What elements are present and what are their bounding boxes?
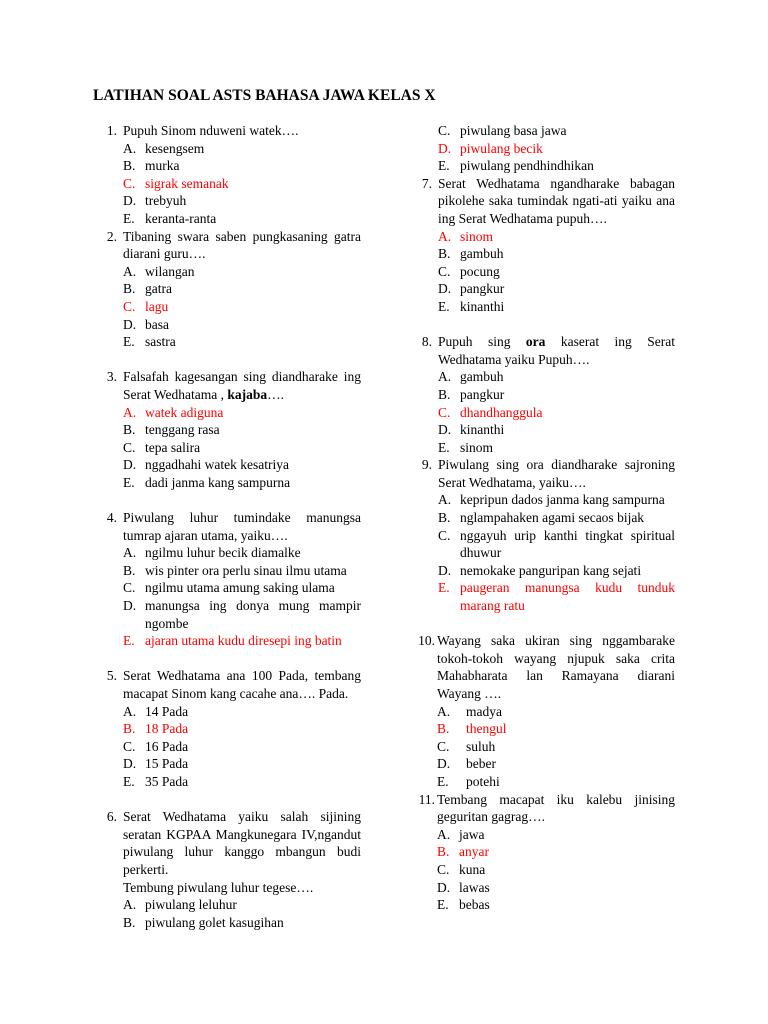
question-stem: Falsafah kagesangan sing diandharake ing Serat Wedhatama , kajaba…. — [123, 369, 361, 402]
option-text: trebyuh — [145, 193, 187, 209]
question-number: 10. — [418, 633, 435, 649]
option-text: piwulang golet kasugihan — [145, 914, 284, 930]
answer-option — [438, 368, 675, 386]
option-letter: A. — [437, 703, 451, 719]
option-letter: E. — [123, 474, 135, 490]
option-text: manungsa ing donya mung mampir ngombe — [145, 598, 361, 631]
option-text: kinanthi — [460, 298, 505, 314]
option-text: gambuh — [460, 246, 504, 262]
answer-option — [123, 773, 361, 791]
option-text: sinom — [460, 439, 494, 455]
answer-option — [438, 439, 675, 457]
option-letter: D. — [438, 281, 452, 297]
answer-option — [438, 527, 675, 562]
option-letter: C. — [123, 738, 136, 754]
option-letter: E. — [438, 439, 450, 455]
option-text: paugeran manungsa kudu tunduk marang ratu — [460, 580, 675, 614]
blank-line — [93, 491, 361, 509]
left-column — [93, 122, 361, 931]
option-letter: B. — [123, 422, 136, 438]
option-text: suluh — [466, 738, 496, 754]
answer-option — [123, 896, 361, 914]
question-stem: Tibaning swara saben pungkasaning gatra diarani guru…. — [123, 228, 361, 262]
option-letter: C. — [438, 404, 451, 420]
option-text: nggayuh urip kanthi tingkat spiritual dhuwur — [460, 527, 675, 561]
question-stem: Wayang saka ukiran sing nggambarake tokoh-tokoh wayang njupuk saka crita Mahabharata lan Ramayana diarani Wayang …. — [437, 633, 675, 701]
question-number: 4. — [106, 510, 117, 526]
answer-option — [123, 157, 361, 175]
option-letter: A. — [123, 703, 137, 719]
option-text: pocung — [460, 263, 500, 279]
answer-option — [123, 140, 361, 158]
option-letter: B. — [437, 844, 450, 860]
answer-option — [123, 421, 361, 439]
answer-option — [438, 157, 675, 175]
option-letter: A. — [437, 826, 451, 842]
blank-line — [408, 316, 675, 334]
answer-option — [438, 562, 675, 580]
option-letter: E. — [438, 298, 450, 314]
answer-option — [123, 597, 361, 632]
question-number: 7. — [421, 175, 432, 191]
answer-option — [123, 263, 361, 281]
option-text: lawas — [459, 879, 490, 895]
question-item — [408, 333, 675, 456]
answer-option — [437, 879, 675, 897]
answer-option-correct — [437, 843, 675, 861]
question-stem: Tembang macapat iku kalebu jinising geguritan gagrag…. — [437, 791, 675, 825]
answer-option — [438, 491, 675, 509]
option-text: piwulang becik — [460, 140, 543, 156]
question-stem: Serat Wedhatama ngandharake babagan pikolehe saka tumindak ngati-ati yaiku ana ing Serat Wedhatama pupuh…. — [438, 175, 675, 226]
option-text: kepripun dados janma kang sampurna — [460, 492, 665, 508]
option-text: 35 Pada — [145, 773, 189, 789]
question-item — [93, 122, 361, 228]
option-text: murka — [145, 158, 180, 174]
blank-line — [93, 351, 361, 369]
option-letter: D. — [438, 562, 452, 578]
answer-option — [437, 738, 675, 756]
option-text: jawa — [459, 826, 485, 842]
option-text: ngilmu utama amung saking ulama — [145, 580, 335, 596]
option-letter: D. — [123, 598, 137, 614]
answer-option — [123, 210, 361, 228]
answer-option — [437, 826, 675, 844]
question-stem: Pupuh sing ora kaserat ing Serat Wedhatama yaiku Pupuh…. — [438, 334, 675, 367]
option-text: gambuh — [460, 369, 504, 385]
option-text: gatra — [145, 281, 172, 297]
answer-option — [123, 914, 361, 932]
option-letter: D. — [123, 193, 137, 209]
option-text: ajaran utama kudu diresepi ing batin — [145, 633, 342, 649]
option-text: tenggang rasa — [145, 422, 220, 438]
answer-option-correct — [438, 140, 675, 158]
option-text: basa — [145, 316, 169, 332]
question-emphasis: ora — [525, 334, 546, 350]
answer-option-correct — [123, 298, 361, 316]
option-text: kuna — [459, 861, 486, 877]
option-letter: A. — [123, 404, 137, 420]
question-number: 2. — [106, 228, 117, 244]
answer-option — [438, 122, 675, 140]
answer-option — [123, 755, 361, 773]
option-letter: B. — [123, 721, 136, 737]
option-text: sigrak semanak — [145, 175, 229, 191]
answer-option — [438, 280, 675, 298]
blank-line — [93, 650, 361, 668]
answer-option — [123, 280, 361, 298]
option-text: bebas — [459, 897, 490, 913]
option-letter: B. — [437, 721, 450, 737]
option-text: keranta-ranta — [145, 210, 217, 226]
answer-option — [123, 474, 361, 492]
option-text: beber — [466, 756, 496, 772]
answer-option — [123, 579, 361, 597]
option-letter: C. — [123, 439, 136, 455]
option-text: wilangan — [145, 263, 195, 279]
option-letter: E. — [437, 897, 449, 913]
option-text: pangkur — [460, 386, 505, 402]
question-stem: Serat Wedhatama ana 100 Pada, tembang macapat Sinom kang cacahe ana…. Pada. — [123, 668, 361, 701]
option-text: kesengsem — [145, 140, 205, 156]
option-letter: C. — [437, 738, 450, 754]
option-text: pangkur — [460, 281, 505, 297]
answer-option — [438, 263, 675, 281]
question-item — [408, 175, 675, 316]
option-letter: E. — [123, 773, 135, 789]
option-letter: B. — [438, 246, 451, 262]
answer-option — [123, 192, 361, 210]
answer-option — [123, 562, 361, 580]
option-letter: A. — [123, 263, 137, 279]
answer-option — [437, 703, 675, 721]
question-stem: Piwulang luhur tumindake manungsa tumrap ajaran utama, yaiku…. — [123, 510, 361, 543]
option-text: dadi janma kang sampurna — [145, 474, 291, 490]
option-text: madya — [466, 703, 502, 719]
option-letter: D. — [437, 879, 451, 895]
option-letter: C. — [438, 123, 451, 138]
answer-option-correct — [438, 579, 675, 614]
option-letter: C. — [123, 175, 136, 191]
answer-option — [438, 509, 675, 527]
question-item — [93, 509, 361, 650]
option-text: potehi — [466, 773, 500, 789]
option-text: 16 Pada — [145, 738, 189, 754]
option-letter: B. — [123, 914, 136, 930]
answer-option — [123, 738, 361, 756]
answer-option-correct — [438, 404, 675, 422]
answer-option-correct — [123, 404, 361, 422]
answer-option — [123, 333, 361, 351]
option-letter: C. — [123, 580, 136, 596]
option-text: 14 Pada — [145, 703, 189, 719]
question-stem: Piwulang sing ora diandharake sajroning Serat Wedhatama, yaiku…. — [438, 457, 675, 490]
option-letter: C. — [437, 861, 450, 877]
option-text: ngilmu luhur becik diamalke — [145, 545, 301, 561]
question-stem-line: Tembung piwulang luhur tegese…. — [123, 879, 314, 895]
option-letter: B. — [123, 158, 136, 174]
answer-option — [437, 773, 675, 791]
option-text: thengul — [466, 721, 507, 737]
option-letter: C. — [123, 298, 136, 314]
question-number: 9. — [421, 457, 432, 473]
answer-option — [438, 298, 675, 316]
question-number: 6. — [106, 809, 117, 825]
option-text: anyar — [459, 844, 489, 860]
option-text: kinanthi — [460, 422, 505, 438]
answer-option-correct — [123, 632, 361, 650]
option-text: nggadhahi watek kesatriya — [145, 457, 289, 473]
question-item — [93, 228, 361, 351]
option-text: piwulang pendhindhikan — [460, 158, 594, 174]
option-letter: B. — [123, 281, 136, 297]
option-text: nglampahaken agami secaos bijak — [460, 510, 645, 526]
answer-option — [438, 421, 675, 439]
option-text: wis pinter ora perlu sinau ilmu utama — [145, 562, 347, 578]
blank-line — [408, 615, 675, 633]
question-stem: Serat Wedhatama yaiku salah sijining seratan KGPAA Mangkunegara IV,ngandut piwulang luhur kanggo mbangun budi perkerti. — [123, 809, 361, 877]
option-letter: E. — [123, 210, 135, 226]
question-number: 8. — [421, 334, 432, 350]
option-letter: A. — [123, 140, 137, 156]
blank-line — [93, 791, 361, 809]
option-letter: B. — [438, 386, 451, 402]
answer-option-correct — [438, 228, 675, 246]
question-number: 11. — [418, 791, 435, 807]
option-text: piwulang leluhur — [145, 897, 237, 913]
question-item — [408, 456, 675, 614]
answer-option — [123, 316, 361, 334]
option-letter: D. — [437, 756, 451, 772]
question-item — [93, 808, 361, 931]
option-text: 15 Pada — [145, 756, 189, 772]
answer-option — [123, 703, 361, 721]
option-letter: D. — [438, 422, 452, 438]
answer-option — [123, 544, 361, 562]
option-letter: C. — [438, 263, 451, 279]
answer-option — [438, 245, 675, 263]
option-letter: E. — [438, 158, 450, 174]
question-number: 3. — [106, 369, 117, 385]
answer-option — [437, 861, 675, 879]
option-text: tepa salira — [145, 439, 201, 455]
option-text: lagu — [145, 298, 169, 314]
option-letter: B. — [438, 510, 451, 526]
answer-option — [437, 755, 675, 773]
answer-option-correct — [123, 720, 361, 738]
page-title: LATIHAN SOAL ASTS BAHASA JAWA KELAS X — [93, 87, 436, 104]
answer-option — [437, 896, 675, 914]
option-letter: A. — [123, 897, 137, 913]
question-item — [408, 122, 675, 175]
option-text: sinom — [460, 228, 494, 244]
option-letter: A. — [123, 545, 137, 561]
option-letter: A. — [438, 369, 452, 385]
question-number: 5. — [106, 668, 117, 684]
option-letter: E. — [123, 334, 135, 350]
right-column — [408, 122, 675, 914]
answer-option-correct — [123, 175, 361, 193]
answer-option — [438, 386, 675, 404]
question-item — [93, 368, 361, 491]
option-letter: A. — [438, 492, 452, 508]
option-letter: B. — [123, 562, 136, 578]
option-letter: D. — [123, 457, 137, 473]
option-text: sastra — [145, 334, 176, 350]
option-text: watek adiguna — [145, 404, 224, 420]
question-number: 1. — [106, 123, 117, 138]
question-item — [408, 791, 675, 914]
option-letter: D. — [438, 140, 452, 156]
option-letter: E. — [123, 633, 135, 649]
option-letter: D. — [123, 756, 137, 772]
question-emphasis: kajaba — [227, 386, 268, 402]
option-letter: A. — [438, 228, 452, 244]
option-text: piwulang basa jawa — [460, 123, 567, 138]
option-letter: D. — [123, 316, 137, 332]
question-item — [93, 667, 361, 790]
option-letter: C. — [438, 527, 451, 543]
answer-option — [123, 439, 361, 457]
answer-option — [123, 456, 361, 474]
answer-option-correct — [437, 720, 675, 738]
option-text: 18 Pada — [145, 721, 189, 737]
option-letter: E. — [438, 580, 450, 596]
option-text: dhandhanggula — [460, 404, 543, 420]
option-text: nemokake panguripan kang sejati — [460, 562, 642, 578]
question-item — [408, 632, 675, 790]
question-stem: Pupuh Sinom nduweni watek…. — [123, 123, 299, 138]
option-letter: E. — [437, 773, 449, 789]
